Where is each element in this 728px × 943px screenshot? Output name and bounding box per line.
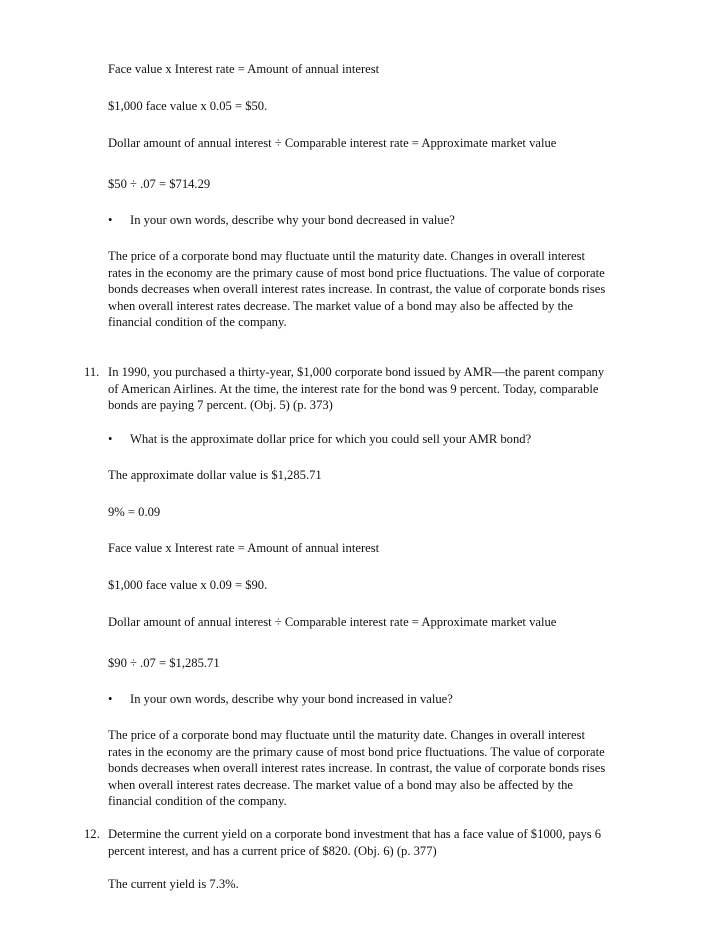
calc-market-value: $90 ÷ .07 = $1,285.71 [108,656,220,670]
calc-annual-interest: $1,000 face value x 0.05 = $50. [108,99,268,113]
answer-current-yield: The current yield is 7.3%. [108,877,239,891]
explanation-paragraph [108,727,688,810]
question-12 [84,826,601,859]
bullet-question [108,691,453,707]
calc-market-value: $50 ÷ .07 = $714.29 [108,177,211,191]
paragraph-line: when overall interest rates decrease. The market value of a bond may also be affected by the [108,777,573,792]
question-11 [84,364,604,414]
bullet-text: In your own words, describe why your bond increased in value? [130,692,453,706]
formula-annual-interest: Face value x Interest rate = Amount of annual interest [108,541,380,555]
paragraph-line: rates in the economy are the primary cause of most bond price fluctuations. The value of corporate [108,744,605,759]
bullet-text: In your own words, describe why your bond decreased in value? [130,213,455,227]
bullet-icon: • [108,213,113,227]
paragraph-line: bonds decreases when overall interest rates increase. In contrast, the value of corporate bonds rises [108,761,606,776]
bullet-icon: • [108,432,113,446]
paragraph-line: The price of a corporate bond may fluctuate until the maturity date. Changes in overall interest [108,728,585,742]
paragraph-line: when overall interest rates decrease. The market value of a bond may also be affected by the [108,298,573,313]
question-line: In 1990, you purchased a thirty-year, $1,000 corporate bond issued by AMR—the parent company [108,365,605,379]
bullet-question [108,431,531,447]
question-line: bonds are paying 7 percent. (Obj. 5) (p. 373) [108,398,333,413]
bullet-question [108,212,455,228]
formula-annual-interest: Face value x Interest rate = Amount of annual interest [108,62,380,76]
explanation-paragraph [108,248,688,331]
answer-dollar-value: The approximate dollar value is $1,285.71 [108,468,322,482]
bullet-text: What is the approximate dollar price for which you could sell your AMR bond? [130,432,532,446]
question-line: Determine the current yield on a corporate bond investment that has a face value of $1000, pays 6 [108,827,602,841]
bullet-icon: • [108,692,113,706]
question-number: 12. [84,827,100,841]
formula-market-value: Dollar amount of annual interest ÷ Comparable interest rate = Approximate market value [108,136,557,150]
paragraph-line: financial condition of the company. [108,794,287,809]
question-line: percent interest, and has a current price of $820. (Obj. 6) (p. 377) [108,843,437,858]
formula-market-value: Dollar amount of annual interest ÷ Comparable interest rate = Approximate market value [108,615,557,629]
paragraph-line: bonds decreases when overall interest rates increase. In contrast, the value of corporate bonds rises [108,282,606,297]
calc-annual-interest: $1,000 face value x 0.09 = $90. [108,578,268,592]
rate-conversion: 9% = 0.09 [108,505,161,519]
paragraph-line: The price of a corporate bond may fluctuate until the maturity date. Changes in overall interest [108,249,585,263]
paragraph-line: financial condition of the company. [108,315,287,330]
question-line: of American Airlines. At the time, the interest rate for the bond was 9 percent. Today, comparable [108,381,599,396]
question-number: 11. [84,365,100,379]
paragraph-line: rates in the economy are the primary cause of most bond price fluctuations. The value of corporate [108,265,605,280]
